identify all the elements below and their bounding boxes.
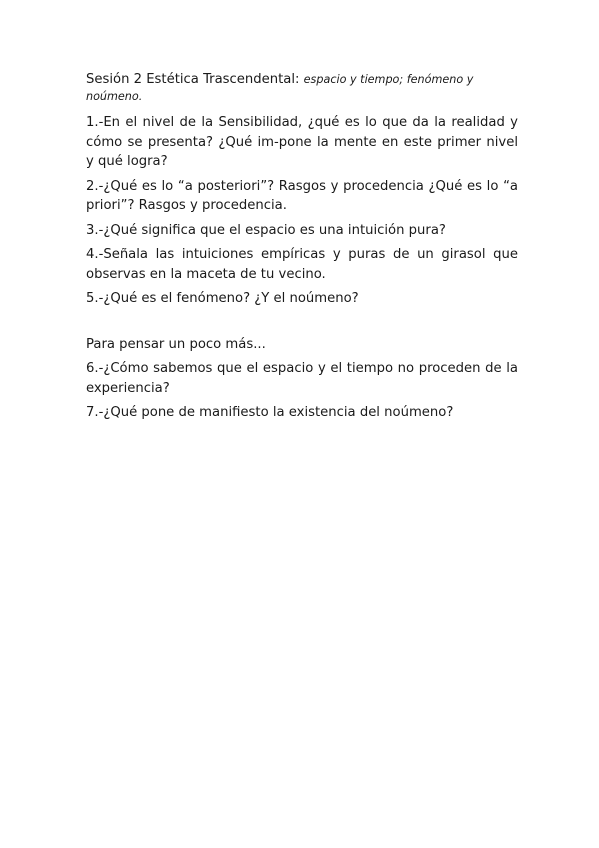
question-5: 5.-¿Qué es el fenómeno? ¿Y el noúmeno? [86, 291, 359, 306]
section-spacer [86, 314, 518, 335]
question-7: 7.-¿Qué pone de manifiesto la existencia del noúmeno? [86, 405, 454, 420]
question-1: 1.-En el nivel de la Sensibilidad, ¿qué es lo que da la realidad y cómo se presenta? ¿Qué im-pone la mente en este primer nivel y qué logra? [86, 115, 518, 169]
session-title-plain: Sesión 2 Estética Trascendental: [86, 72, 304, 87]
document-page [86, 71, 518, 428]
session-title-italic: espacio y tiempo; fenómeno y noúmeno. [86, 73, 474, 103]
section2-heading: Para pensar un poco más... [86, 336, 266, 352]
question-3: 3.-¿Qué significa que el espacio es una intuición pura? [86, 222, 446, 238]
question-4: 4.-Señala las intuiciones empíricas y puras de un girasol que observas en la maceta de tu vecino. [86, 247, 518, 282]
session-title [86, 71, 518, 105]
question-6: 6.-¿Cómo sabemos que el espacio y el tiempo no proceden de la experiencia? [86, 361, 518, 396]
question-2: 2.-¿Qué es lo “a posteriori”? Rasgos y procedencia ¿Qué es lo “a priori”? Rasgos y procedencia. [86, 178, 518, 213]
